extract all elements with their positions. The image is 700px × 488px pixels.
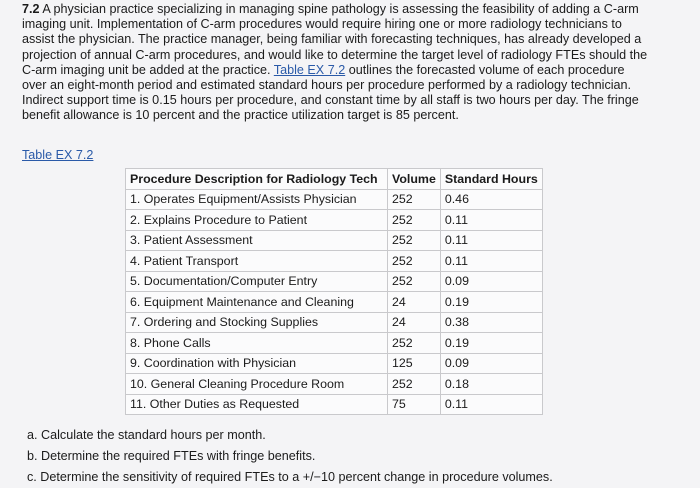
- cell-procedure: 5. Documentation/Computer Entry: [126, 271, 388, 292]
- table-reference-link[interactable]: Table EX 7.2: [273, 62, 346, 77]
- table-row: [126, 353, 543, 374]
- cell-standard-hours: 0.11: [440, 210, 542, 231]
- cell-procedure: 6. Equipment Maintenance and Cleaning: [126, 292, 388, 313]
- cell-standard-hours: 0.09: [440, 271, 542, 292]
- cell-procedure: 11. Other Duties as Requested: [126, 394, 388, 415]
- cell-volume: 252: [388, 210, 441, 231]
- table-row: [126, 312, 543, 333]
- cell-volume: 252: [388, 271, 441, 292]
- question-a: a. Calculate the standard hours per month.: [27, 428, 266, 442]
- table-row: [126, 210, 543, 231]
- cell-standard-hours: 0.09: [440, 353, 542, 374]
- procedure-table: [125, 168, 543, 415]
- cell-standard-hours: 0.18: [440, 374, 542, 395]
- problem-text-part1: A physician practice specializing in managing spine pathology is assessing the feasibility of adding a C-arm imaging unit. Implementation of C-arm procedures would require hiring one or more radiology technicians to assist the physician. The practice manager, being familiar with forecasting techniques, has already developed a projection of annual C-arm procedures, and would like to determine the target level of radiology FTEs should the C-arm imaging unit be added at the practice.: [22, 2, 648, 77]
- cell-standard-hours: 0.19: [440, 292, 542, 313]
- problem-statement: [22, 2, 652, 124]
- table-header-row: [126, 169, 543, 190]
- question-b: b. Determine the required FTEs with fringe benefits.: [27, 449, 316, 463]
- table-title-link[interactable]: Table EX 7.2: [22, 148, 94, 162]
- header-volume: Volume: [388, 169, 441, 190]
- cell-volume: 75: [388, 394, 441, 415]
- cell-procedure: 8. Phone Calls: [126, 333, 388, 354]
- cell-volume: 252: [388, 230, 441, 251]
- cell-procedure: 10. General Cleaning Procedure Room: [126, 374, 388, 395]
- table-row: [126, 333, 543, 354]
- table-row: [126, 189, 543, 210]
- cell-volume: 24: [388, 312, 441, 333]
- cell-volume: 252: [388, 333, 441, 354]
- cell-procedure: 4. Patient Transport: [126, 251, 388, 272]
- table-row: [126, 271, 543, 292]
- table-row: [126, 374, 543, 395]
- cell-standard-hours: 0.19: [440, 333, 542, 354]
- cell-volume: 24: [388, 292, 441, 313]
- cell-procedure: 2. Explains Procedure to Patient: [126, 210, 388, 231]
- cell-standard-hours: 0.11: [440, 394, 542, 415]
- cell-standard-hours: 0.11: [440, 251, 542, 272]
- cell-procedure: 7. Ordering and Stocking Supplies: [126, 312, 388, 333]
- question-c: c. Determine the sensitivity of required FTEs to a +/−10 percent change in procedure volumes.: [27, 470, 553, 484]
- cell-volume: 252: [388, 251, 441, 272]
- cell-standard-hours: 0.38: [440, 312, 542, 333]
- cell-procedure: 3. Patient Assessment: [126, 230, 388, 251]
- cell-volume: 252: [388, 189, 441, 210]
- cell-volume: 125: [388, 353, 441, 374]
- cell-volume: 252: [388, 374, 441, 395]
- table-row: [126, 230, 543, 251]
- header-procedure: Procedure Description for Radiology Tech: [126, 169, 388, 190]
- question-list: [27, 425, 553, 488]
- header-standard-hours: Standard Hours: [440, 169, 542, 190]
- table-row: [126, 292, 543, 313]
- cell-procedure: 1. Operates Equipment/Assists Physician: [126, 189, 388, 210]
- table-row: [126, 251, 543, 272]
- cell-procedure: 9. Coordination with Physician: [126, 353, 388, 374]
- problem-number: 7.2: [22, 2, 40, 16]
- cell-standard-hours: 0.11: [440, 230, 542, 251]
- cell-standard-hours: 0.46: [440, 189, 542, 210]
- problem-text-part2: outlines the forecasted volume of each procedure over an eight-month period and estimated standard hours per procedure performed by a radiology technician. Indirect support time is 0.15 hours per procedure, and constant time by all staff is two hours per day. The fringe benefit allowance is 10 percent and the practice utilization target is 85 percent.: [22, 62, 639, 123]
- table-row: [126, 394, 543, 415]
